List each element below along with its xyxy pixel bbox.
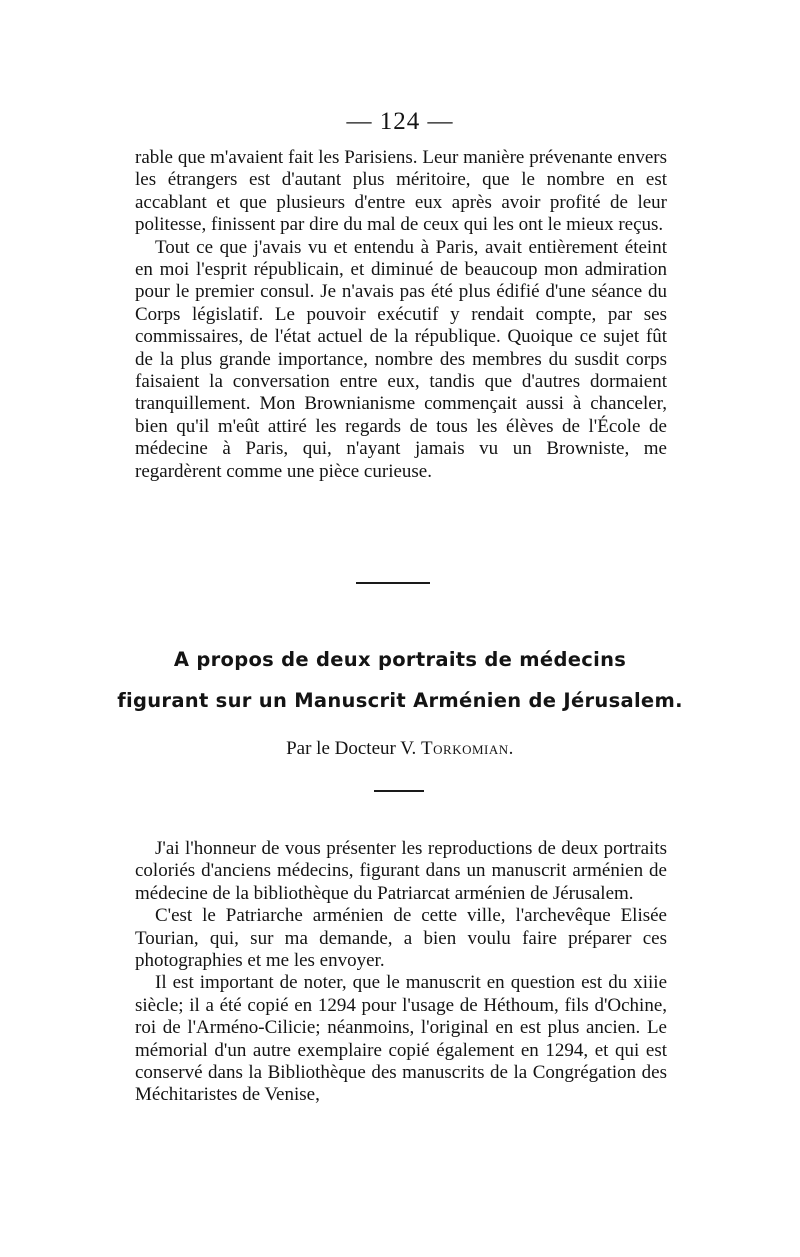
title-divider [374,790,424,792]
previous-section-text [135,147,667,483]
article-title-line-1: A propos de deux portraits de médecins [173,648,627,671]
paragraph: rable que m'avaient fait les Parisiens. Leur manière prévenante envers les étrangers est d'autant plus méritoire, que le nombre en est accablant et que plusieurs d'entre eux après avoir profité de leur politesse, finissent par dire du mal de ceux qui les ont le mieux reçus. [135,147,667,236]
article-body [135,838,667,1107]
paragraph: Tout ce que j'avais vu et entendu à Paris, avait entièrement éteint en moi l'esprit républicain, et diminué de beaucoup mon admiration pour le premier consul. Je n'avais pas été plus édifié d'une séance du Corps législatif. Le pouvoir exécutif y rendait compte, par ses commissaires, de l'état actuel de la république. Quoique ce sujet fût de la plus grande importance, nombre des membres du susdit corps faisaient la conversation entre eux, tandis que d'autres dormaient tranquillement. Mon Brownianisme commençait aussi à chanceler, bien qu'il m'eût attiré les regards de tous les élèves de l'École de médecine à Paris, qui, n'ayant jamais vu un Browniste, me regardèrent comme une pièce curieuse. [135,236,667,482]
page-number: — 124 — [346,108,454,135]
article-author [0,738,800,760]
author-name: Torkomian. [421,738,514,759]
paragraph: J'ai l'honneur de vous présenter les reproductions de deux portraits coloriés d'anciens médecins, figurant dans un manuscrit arménien de médecine de la bibliothèque du Patriarcat arménien de Jérusalem. [135,838,667,904]
article-title-line-2: figurant sur un Manuscrit Arménien de Jérusalem. [117,689,683,712]
author-prefix: Par le Docteur V. [286,738,422,759]
paragraph: C'est le Patriarche arménien de cette ville, l'archevêque Elisée Tourian, qui, sur ma demande, a bien voulu faire préparer ces photographies et me les envoyer. [135,905,667,972]
section-divider [356,582,430,584]
paragraph: Il est important de noter, que le manuscrit en question est du xiiie siècle; il a été copié en 1294 pour l'usage de Héthoum, fils d'Ochine, roi de l'Arméno-Cilicie; néanmoins, l'original en est plus ancien. Le mémorial d'un autre exemplaire copié également en 1294, et qui est conservé dans la Bibliothèque des manuscrits de la Congrégation des Méchitaristes de Venise, [135,972,667,1106]
